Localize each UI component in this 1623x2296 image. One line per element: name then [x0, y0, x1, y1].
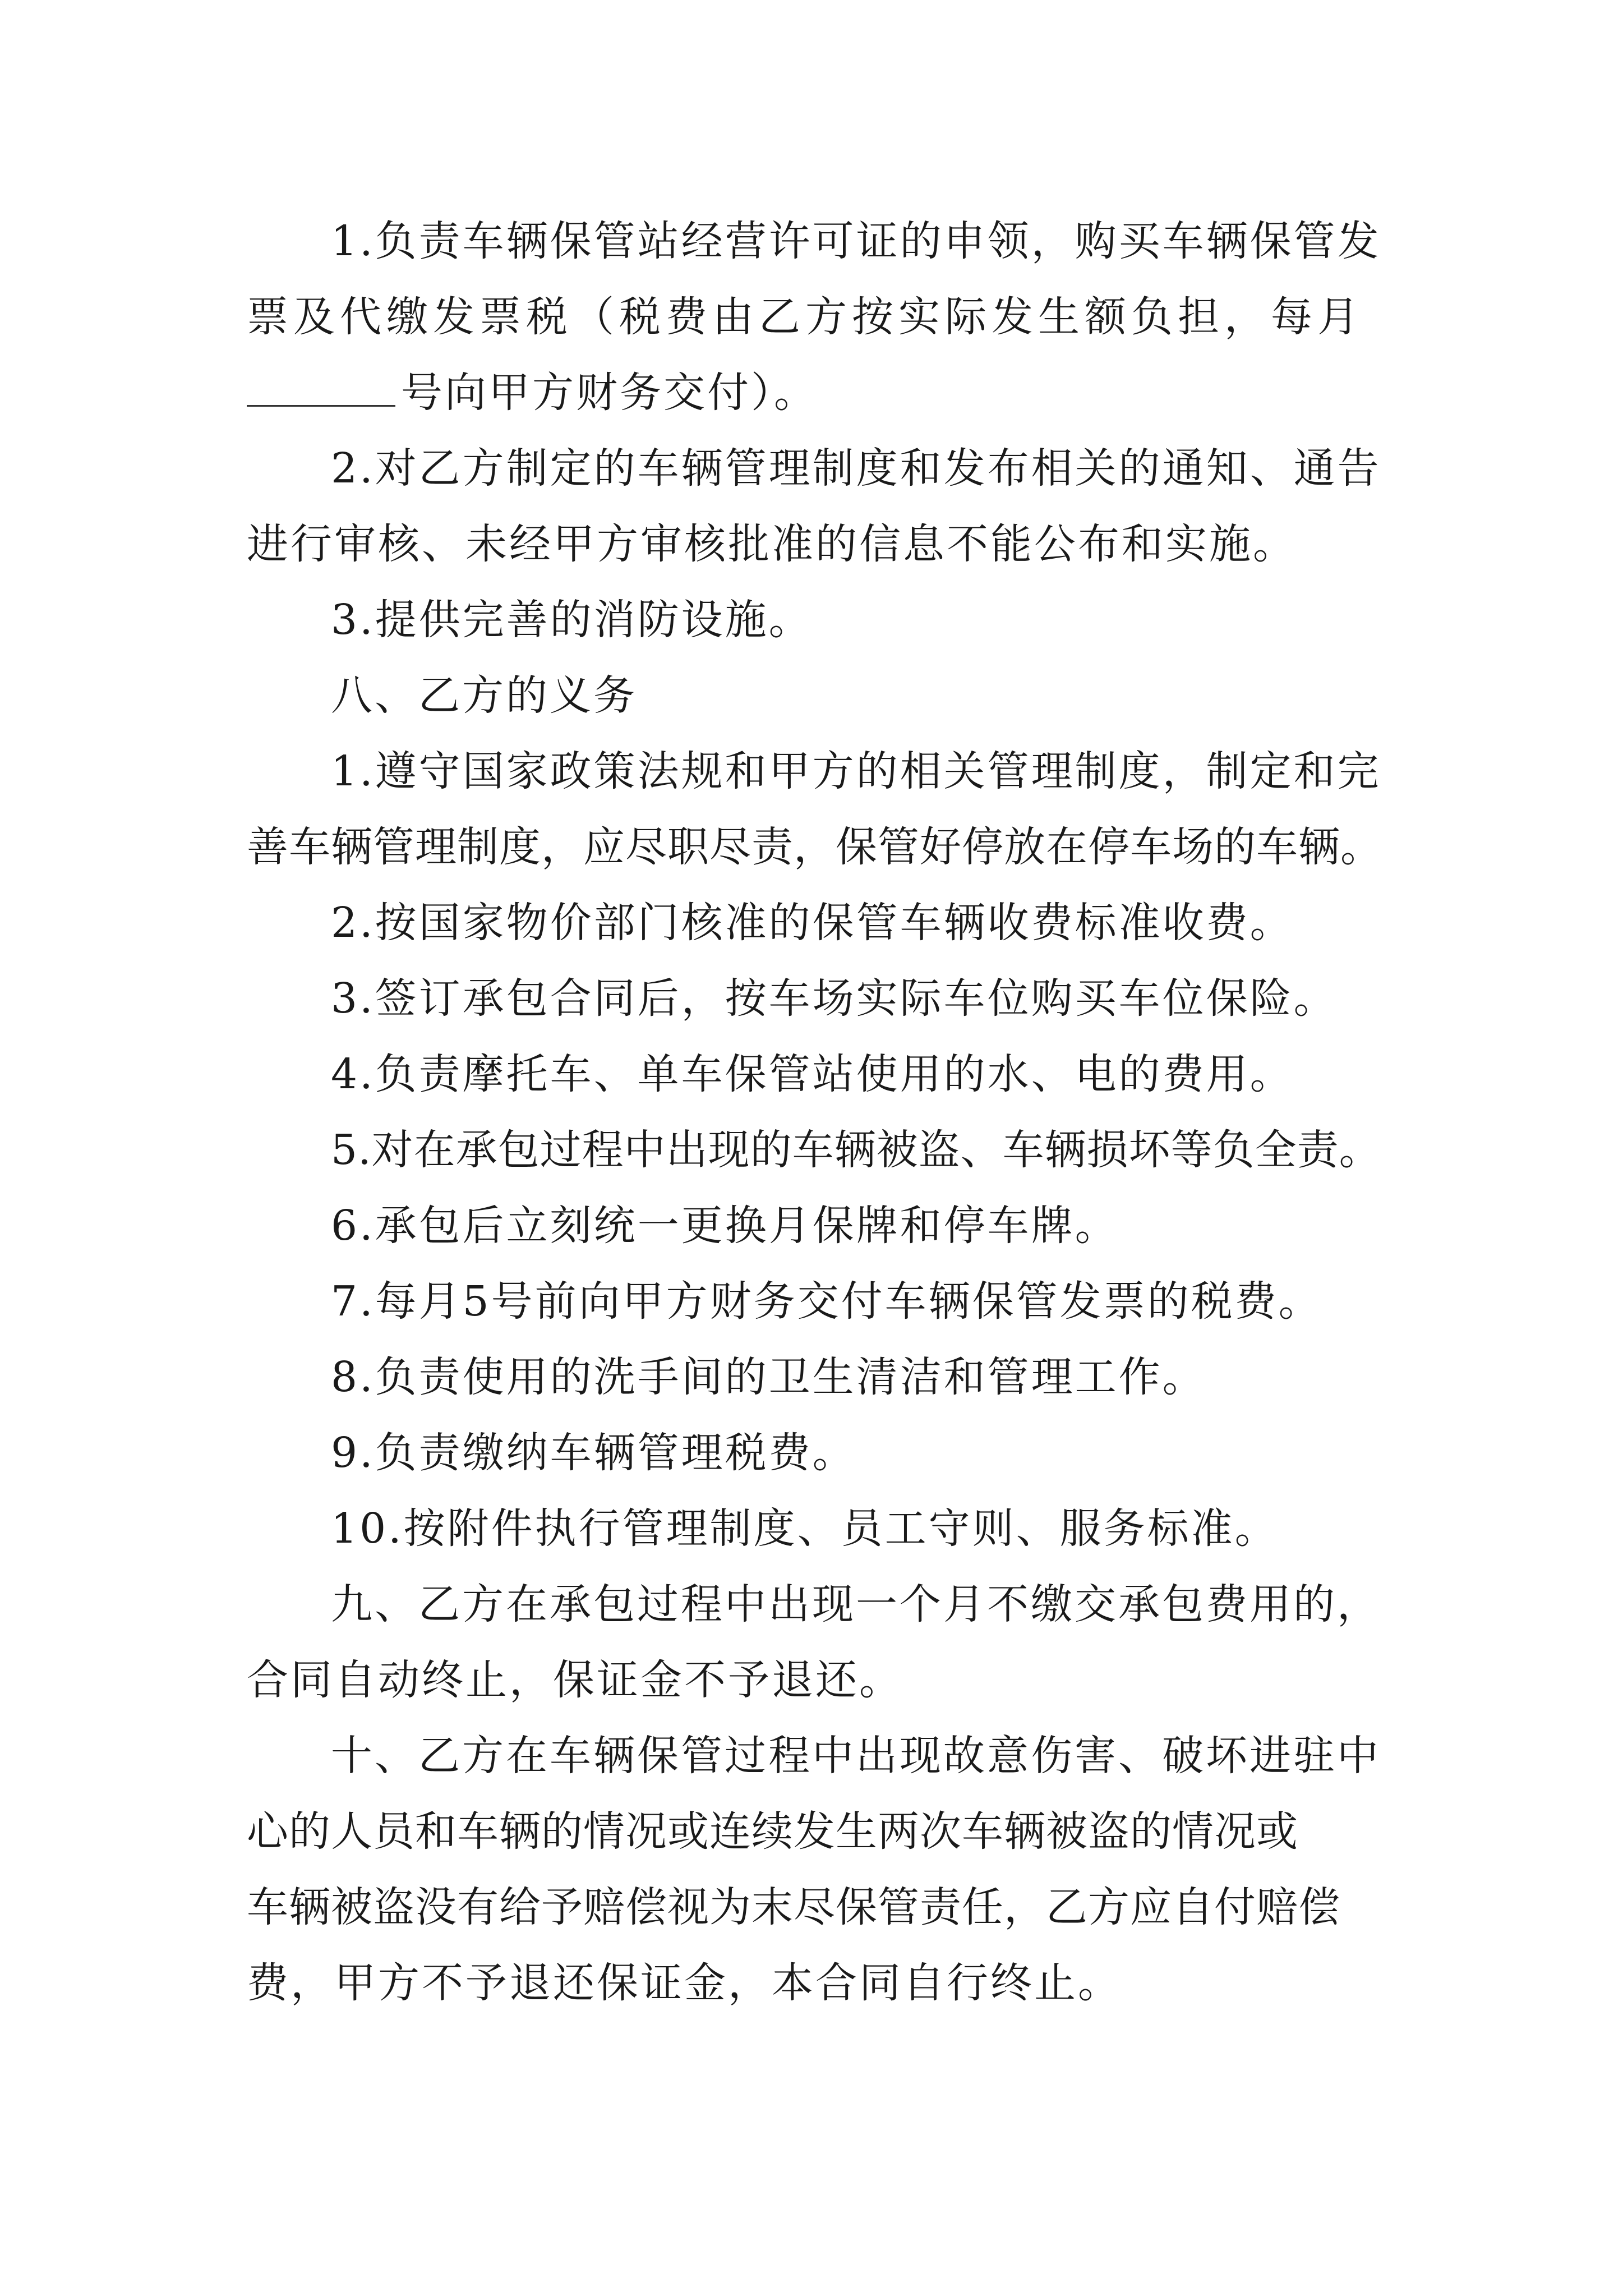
- text-line: 5.对在承包过程中出现的车辆被盗、车辆损坏等负全责。: [331, 1126, 1381, 1174]
- text-line: 2.按国家物价部门核准的保管车辆收费标准收费。: [331, 899, 1294, 947]
- text-line: 4.负责摩托车、单车保管站使用的水、电的费用。: [331, 1050, 1294, 1098]
- text-line: 3.签订承包合同后，按车场实际车位购买车位保险。: [331, 974, 1338, 1023]
- text-line: 8.负责使用的洗手间的卫生清洁和管理工作。: [331, 1353, 1206, 1401]
- text-line: 9.负责缴纳车辆管理税费。: [331, 1429, 856, 1477]
- text-line: 合同自动终止，保证金不予退还。: [247, 1656, 903, 1704]
- text-line: 进行审核、未经甲方审核批准的信息不能公布和实施。: [247, 520, 1297, 568]
- text-line: [247, 365, 818, 421]
- text-line: 费，甲方不予退还保证金，本合同自行终止。: [247, 1959, 1122, 2007]
- text-line: 10.按附件执行管理制度、员工守则、服务标准。: [331, 1504, 1279, 1553]
- text-line: 1.负责车辆保管站经营许可证的申领，购买车辆保管发: [331, 217, 1381, 265]
- text-line: 车辆被盗没有给予赔偿视为末尽保管责任，乙方应自付赔偿: [247, 1883, 1340, 1931]
- section-heading: 十、乙方在车辆保管过程中出现故意伤害、破坏进驻中: [331, 1732, 1381, 1780]
- text-line: 3.提供完善的消防设施。: [331, 596, 813, 644]
- section-heading: 九、乙方在承包过程中出现一个月不缴交承包费用的，: [331, 1580, 1381, 1628]
- text-line: 1.遵守国家政策法规和甲方的相关管理制度，制定和完: [331, 747, 1381, 795]
- section-heading: 八、乙方的义务: [331, 671, 637, 720]
- text-line: 票及代缴发票税（税费由乙方按实际发生额负担，每月: [247, 293, 1364, 341]
- text-line: 心的人员和车辆的情况或连续发生两次车辆被盗的情况或: [247, 1807, 1298, 1856]
- text-line: 7.每月5号前向甲方财务交付车辆保管发票的税费。: [331, 1277, 1322, 1326]
- fill-in-blank: [247, 371, 395, 407]
- text-line: 2.对乙方制定的车辆管理制度和发布相关的通知、通告: [331, 444, 1381, 493]
- text-line: 6.承包后立刻统一更换月保牌和停车牌。: [331, 1202, 1119, 1250]
- text-fragment: 号向甲方财务交付）。: [401, 369, 818, 417]
- text-line: 善车辆管理制度，应尽职尽责，保管好停放在停车场的车辆。: [247, 823, 1382, 871]
